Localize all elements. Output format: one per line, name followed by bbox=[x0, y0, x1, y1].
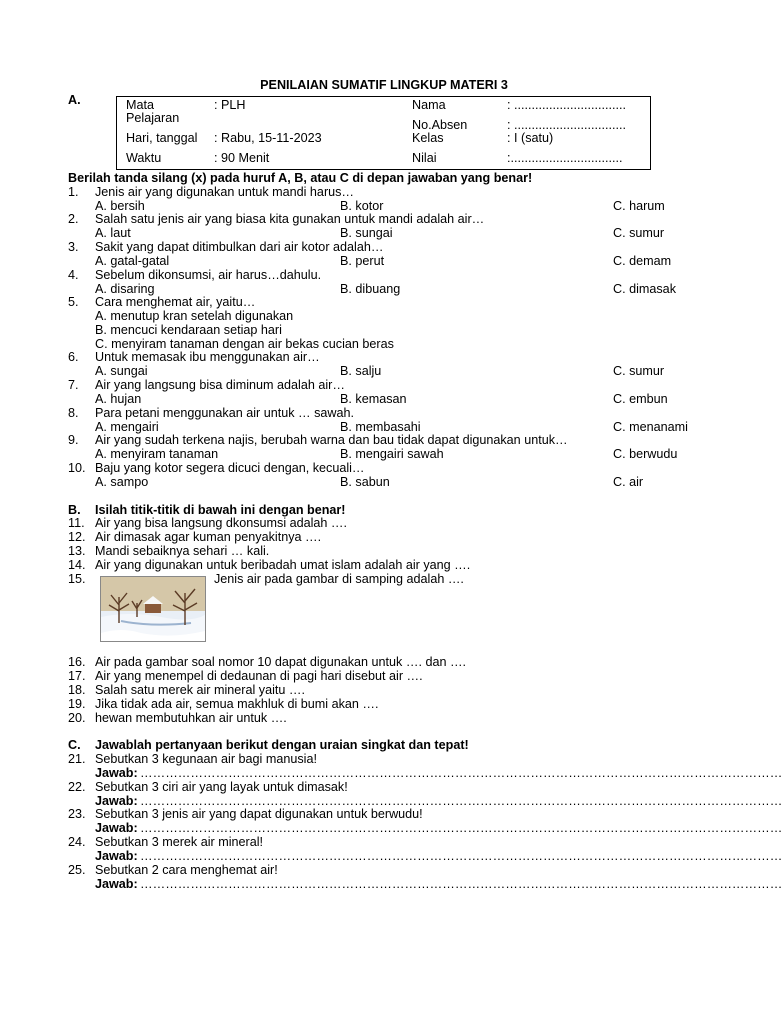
option-c[interactable]: C. menyiram tanaman dengan air bekas cucian beras bbox=[95, 337, 394, 351]
question-text: Jenis air pada gambar di samping adalah …. bbox=[214, 572, 464, 586]
date-value: : Rabu, 15-11-2023 bbox=[214, 131, 322, 145]
question-number: 8. bbox=[68, 406, 79, 420]
question-text: Air pada gambar soal nomor 10 dapat digunakan untuk …. dan …. bbox=[95, 655, 467, 669]
option-b[interactable]: B. dibuang bbox=[340, 282, 401, 296]
question-text: Cara menghemat air, yaitu… bbox=[95, 295, 256, 309]
option-b[interactable]: B. salju bbox=[340, 364, 382, 378]
option-b[interactable]: B. mengairi sawah bbox=[340, 447, 444, 461]
question-number: 6. bbox=[68, 350, 79, 364]
question-number: 20. bbox=[68, 711, 86, 725]
question-number: 9. bbox=[68, 433, 79, 447]
question-number: 13. bbox=[68, 544, 86, 558]
class-label: Kelas bbox=[412, 131, 444, 145]
subject-value: : PLH bbox=[214, 98, 246, 112]
question-number: 21. bbox=[68, 752, 86, 766]
score-field[interactable]: :................................ bbox=[507, 151, 623, 165]
question-text: hewan membutuhkan air untuk …. bbox=[95, 711, 287, 725]
option-b[interactable]: B. sungai bbox=[340, 226, 393, 240]
question-text: Air dimasak agar kuman penyakitnya …. bbox=[95, 530, 322, 544]
answer-line[interactable]: ……………………………………………………………………………………………………………………………………… bbox=[140, 794, 782, 808]
question-number: 18. bbox=[68, 683, 86, 697]
option-a[interactable]: A. menyiram tanaman bbox=[95, 447, 219, 461]
question-text: Baju yang kotor segera dicuci dengan, kecuali… bbox=[95, 461, 365, 475]
question-number: 2. bbox=[68, 212, 79, 226]
answer-line[interactable]: ……………………………………………………………………………………………………………………………………… bbox=[140, 821, 782, 835]
option-b[interactable]: B. mencuci kendaraan setiap hari bbox=[95, 323, 282, 337]
question-text: Sebutkan 3 jenis air yang dapat digunakan untuk berwudu! bbox=[95, 807, 423, 821]
section-a-instruction: Berilah tanda silang (x) pada huruf A, B, atau C di depan jawaban yang benar! bbox=[68, 171, 533, 185]
name-field[interactable]: : ................................ bbox=[507, 98, 626, 112]
question-text: Air yang langsung bisa diminum adalah air… bbox=[95, 378, 345, 392]
option-a[interactable]: A. gatal-gatal bbox=[95, 254, 170, 268]
question-number: 1. bbox=[68, 185, 79, 199]
option-c[interactable]: C. sumur bbox=[613, 226, 665, 240]
question-number: 12. bbox=[68, 530, 86, 544]
answer-line[interactable]: ……………………………………………………………………………………………………………………………………… bbox=[140, 849, 782, 863]
absen-label: No.Absen bbox=[412, 118, 468, 132]
option-a[interactable]: A. hujan bbox=[95, 392, 142, 406]
answer-label: Jawab: bbox=[95, 794, 138, 808]
subject-label-line2: Pelajaran bbox=[126, 111, 180, 125]
answer-label: Jawab: bbox=[95, 849, 138, 863]
option-c[interactable]: C. sumur bbox=[613, 364, 665, 378]
answer-line[interactable]: ……………………………………………………………………………………………………………………………………… bbox=[140, 877, 782, 891]
option-a[interactable]: A. mengairi bbox=[95, 420, 159, 434]
option-a[interactable]: A. laut bbox=[95, 226, 131, 240]
option-c[interactable]: C. air bbox=[613, 475, 644, 489]
section-a-label: A. bbox=[68, 93, 81, 107]
question-number: 15. bbox=[68, 572, 86, 586]
answer-line[interactable]: ……………………………………………………………………………………………………………………………………… bbox=[140, 766, 782, 780]
subject-label: Mata bbox=[126, 98, 154, 112]
question-text: Air yang sudah terkena najis, berubah warna dan bau tidak dapat digunakan untuk… bbox=[95, 433, 568, 447]
snow-landscape-image bbox=[100, 576, 206, 642]
question-text: Mandi sebaiknya sehari … kali. bbox=[95, 544, 270, 558]
answer-label: Jawab: bbox=[95, 821, 138, 835]
section-b-label: B. bbox=[68, 503, 81, 517]
name-label: Nama bbox=[412, 98, 446, 112]
question-number: 25. bbox=[68, 863, 86, 877]
option-c[interactable]: C. harum bbox=[613, 199, 665, 213]
question-number: 7. bbox=[68, 378, 79, 392]
question-text: Untuk memasak ibu menggunakan air… bbox=[95, 350, 320, 364]
page-title: PENILAIAN SUMATIF LINGKUP MATERI 3 bbox=[260, 78, 508, 92]
question-text: Salah satu merek air mineral yaitu …. bbox=[95, 683, 305, 697]
question-text: Jenis air yang digunakan untuk mandi harus… bbox=[95, 185, 355, 199]
time-label: Waktu bbox=[126, 151, 162, 165]
question-text: Sebelum dikonsumsi, air harus…dahulu. bbox=[95, 268, 322, 282]
class-value: : I (satu) bbox=[507, 131, 554, 145]
question-number: 22. bbox=[68, 780, 86, 794]
question-number: 17. bbox=[68, 669, 86, 683]
question-text: Salah satu jenis air yang biasa kita gunakan untuk mandi adalah air… bbox=[95, 212, 485, 226]
section-c-instruction: Jawablah pertanyaan berikut dengan uraian singkat dan tepat! bbox=[95, 738, 469, 752]
option-a[interactable]: A. disaring bbox=[95, 282, 155, 296]
question-text: Para petani menggunakan air untuk … sawah. bbox=[95, 406, 355, 420]
question-text: Sebutkan 3 kegunaan air bagi manusia! bbox=[95, 752, 317, 766]
option-a[interactable]: A. bersih bbox=[95, 199, 145, 213]
option-b[interactable]: B. kemasan bbox=[340, 392, 407, 406]
question-number: 19. bbox=[68, 697, 86, 711]
score-label: Nilai bbox=[412, 151, 437, 165]
question-number: 3. bbox=[68, 240, 79, 254]
question-text: Sebutkan 2 cara menghemat air! bbox=[95, 863, 278, 877]
question-number: 4. bbox=[68, 268, 79, 282]
option-a[interactable]: A. menutup kran setelah digunakan bbox=[95, 309, 294, 323]
question-text: Air yang menempel di dedaunan di pagi hari disebut air …. bbox=[95, 669, 423, 683]
absen-field[interactable]: : ................................ bbox=[507, 118, 626, 132]
question-text: Sebutkan 3 ciri air yang layak untuk dimasak! bbox=[95, 780, 348, 794]
option-b[interactable]: B. perut bbox=[340, 254, 385, 268]
question-number: 24. bbox=[68, 835, 86, 849]
section-c-label: C. bbox=[68, 738, 81, 752]
question-number: 10. bbox=[68, 461, 86, 475]
answer-label: Jawab: bbox=[95, 877, 138, 891]
question-text: Jika tidak ada air, semua makhluk di bumi akan …. bbox=[95, 697, 379, 711]
date-label: Hari, tanggal bbox=[126, 131, 198, 145]
question-number: 11. bbox=[68, 516, 85, 530]
option-b[interactable]: B. sabun bbox=[340, 475, 390, 489]
question-number: 16. bbox=[68, 655, 86, 669]
time-value: : 90 Menit bbox=[214, 151, 270, 165]
question-number: 14. bbox=[68, 558, 86, 572]
option-c[interactable]: C. menanami bbox=[613, 420, 688, 434]
question-text: Sebutkan 3 merek air mineral! bbox=[95, 835, 263, 849]
question-number: 5. bbox=[68, 295, 79, 309]
question-text: Air yang digunakan untuk beribadah umat islam adalah air yang …. bbox=[95, 558, 471, 572]
option-c[interactable]: C. demam bbox=[613, 254, 672, 268]
option-a[interactable]: A. sungai bbox=[95, 364, 148, 378]
question-number: 23. bbox=[68, 807, 86, 821]
question-text: Sakit yang dapat ditimbulkan dari air kotor adalah… bbox=[95, 240, 384, 254]
option-b[interactable]: B. kotor bbox=[340, 199, 384, 213]
question-text: Air yang bisa langsung dkonsumsi adalah …. bbox=[95, 516, 348, 530]
option-c[interactable]: C. dimasak bbox=[613, 282, 676, 296]
option-a[interactable]: A. sampo bbox=[95, 475, 149, 489]
section-b-instruction: Isilah titik-titik di bawah ini dengan benar! bbox=[95, 503, 346, 517]
option-c[interactable]: C. berwudu bbox=[613, 447, 678, 461]
answer-label: Jawab: bbox=[95, 766, 138, 780]
option-b[interactable]: B. membasahi bbox=[340, 420, 421, 434]
option-c[interactable]: C. embun bbox=[613, 392, 668, 406]
